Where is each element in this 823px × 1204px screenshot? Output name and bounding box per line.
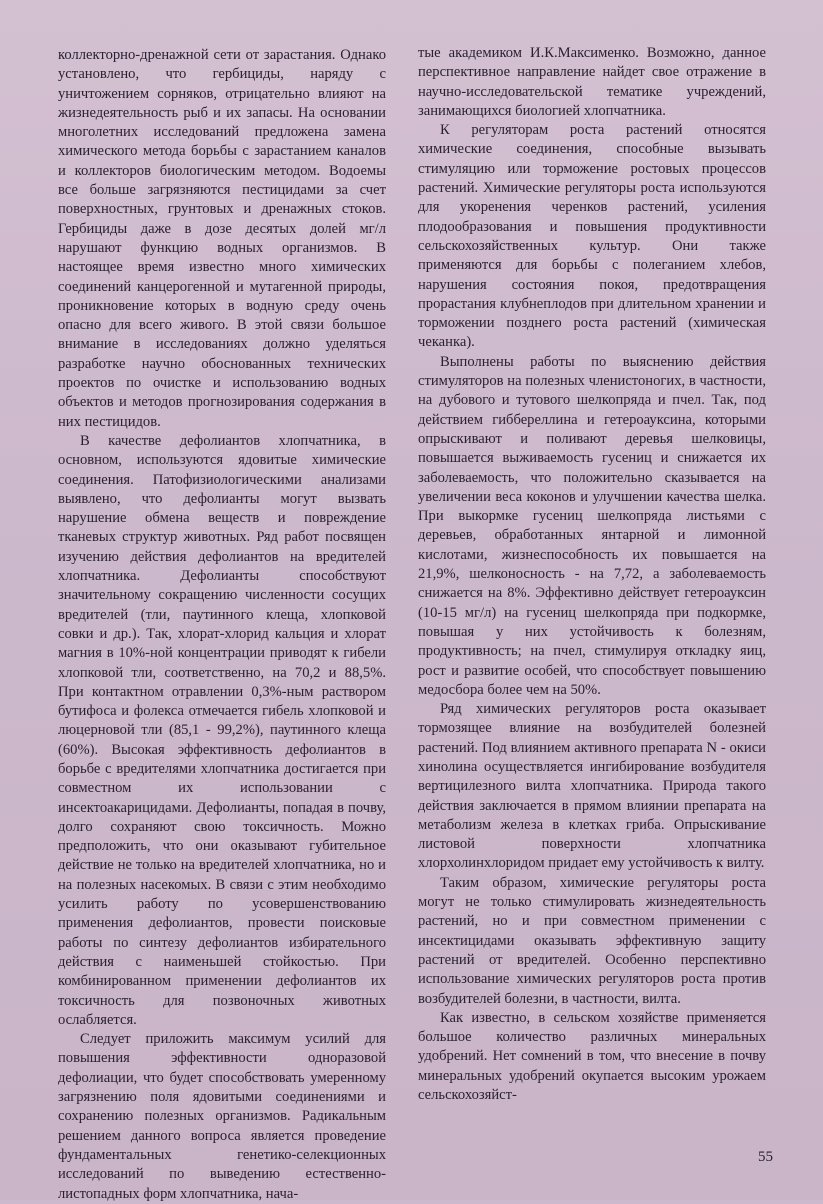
paragraph: Как известно, в сельском хозяйстве применяется большое количество различных минеральных удобрений. Нет сомнений в том, что внесение в почву минеральных удобрений окупается высоким урожаем сельскохозяйст- xyxy=(418,1009,766,1104)
paragraph: коллекторно-дренажной сети от зарастания. Однако установлено, что гербициды, наряду с уничтожением сорняков, отрицательно влияют на жизнедеятельность рыб и их запасы. На основании многолетних исследований предложена замена химического метода борьбы с зарастанием каналов и коллекторов биологическим методом. Водоемы все больше загрязняются пестицидами за счет поверхностных, грунтовых и дренажных стоков. Гербициды даже в дозе десятых долей мг/л нарушают функцию водных организмов. В настоящее время известно много химических соединений канцерогенной и мутагенной природы, проникновение которых в водную среду очень опасно для всего живого. В этой связи большое внимание в исследованиях должно уделяться разработке научно обоснованных технических проектов по очистке и использованию водных объектов и методов прогнозирования содержания в них пестицидов. xyxy=(58,47,386,430)
page-number: 55 xyxy=(758,1149,773,1165)
paragraph: Ряд химических регуляторов роста оказывает тормозящее влияние на возбудителей болезней растений. Под влиянием активного препарата N - окиси хинолина осуществляется ингибирование возбудителя вертицилезного вилта хлопчатника. Природа такого действия заключается в прямом влиянии препарата на метаболизм железа в клетках гриба. Опрыскивание листовой поверхности хлопчатника хлорхолинхлоридом придает ему устойчивость к вилту. xyxy=(418,701,766,872)
paragraph: тые академиком И.К.Максименко. Возможно, данное перспективное направление найдет свое отражение в научно-исследовательской тематике учреждений, занимающихся биологией хлопчатника. xyxy=(418,45,766,119)
left-column xyxy=(58,46,386,1204)
paragraph: В качестве дефолиантов хлопчатника, в основном, используются ядовитые химические соединения. Патофизиологическими анализами выявлено, что дефолианты могут вызвать нарушение обмена веществ и повреждение тканевых структур животных. Ряд работ посвящен изучению действия дефолиантов на вредителей хлопчатника. Дефолианты способствуют значительному сокращению численности сосущих вредителей (тли, паутинного клеща, хлопковой совки и др.). Так, хлорат-хлорид кальция и хлорат магния в 10%-ной концентрации приводят к гибели хлопковой тли, соответственно, на 70,2 и 88,5%. При контактном отравлении 0,3%-ным раствором бутифоса и фолекса отмечается гибель хлопковой и люцерновой тли (85,1 - 99,2%), паутинного клеща (60%). Высокая эффективность дефолиантов в борьбе с вредителями хлопчатника достигается при совместном их использовании с инсектоакарицидами. Дефолианты, попадая в почву, долго сохраняют свою токсичность. Можно предположить, что они оказывают губительное действие не только на вредителей хлопчатника, но и на полезных насекомых. В связи с этим необходимо усилить работу по усовершенствованию применения дефолиантов, провести поисковые работы по синтезу дефолиантов избирательного действия с наименьшей стойкостью. При комбинированном применении дефолиантов их токсичность для позвоночных животных ослабляется. xyxy=(58,432,386,1028)
paragraph: Следует приложить максимум усилий для повышения эффективности одноразовой дефолиации, что будет способствовать умеренному загрязнению поля ядовитыми соединениями и сохранению полезных организмов. Радикальным решением данного вопроса является проведение фундаментальных генетико-селекционных исследований по выведению естественно-листопадных форм хлопчатника, нача- xyxy=(58,1031,386,1202)
paragraph: Выполнены работы по выяснению действия стимуляторов на полезных членистоногих, в частности, на дубового и тутового шелкопряда и пчел. Так, под действием гиббереллина и гетероауксина, которыми опрыскивают и поливают деревья шелковицы, повышается выживаемость гусениц и снижается их заболеваемость, что положительно сказывается на увеличении веса коконов и улучшении качества шелка. При выкормке гусениц шелкопряда листьями с деревьев, обработанных янтарной и лимонной кислотами, жизнеспособность их повышается на 21,9%, шелконосность - на 7,72, а заболеваемость снижается на 8%. Эффективно действует гетероауксин (10-15 мг/л) на гусениц шелкопряда при подкормке, повышая у них устойчивость к болезням, продуктивность; на пчел, стимулируя откладку яиц, рост и развитие особей, что способствует повышению медосбора более чем на 50%. xyxy=(418,353,766,698)
right-column xyxy=(418,44,766,1105)
paragraph: Таким образом, химические регуляторы роста могут не только стимулировать жизнедеятельность растений, но и при совместном применении с инсектицидами оказывать эффективную защиту растений от вредителей. Особенно перспективно использование химических регуляторов роста против возбудителей болезни, в частности, вилта. xyxy=(418,874,766,1007)
paragraph: К регуляторам роста растений относятся химические соединения, способные вызывать стимуляцию или торможение ростовых процессов растений. Химические регуляторы роста используются для укоренения черенков растений, усиления плодообразования и повышения продуктивности сельскохозяйственных культур. Они также применяются для борьбы с полеганием хлебов, нарушения состояния покоя, предотвращения прорастания клубнеплодов при длительном хранении и торможении позднего роста растений (химическая чеканка). xyxy=(418,122,766,351)
